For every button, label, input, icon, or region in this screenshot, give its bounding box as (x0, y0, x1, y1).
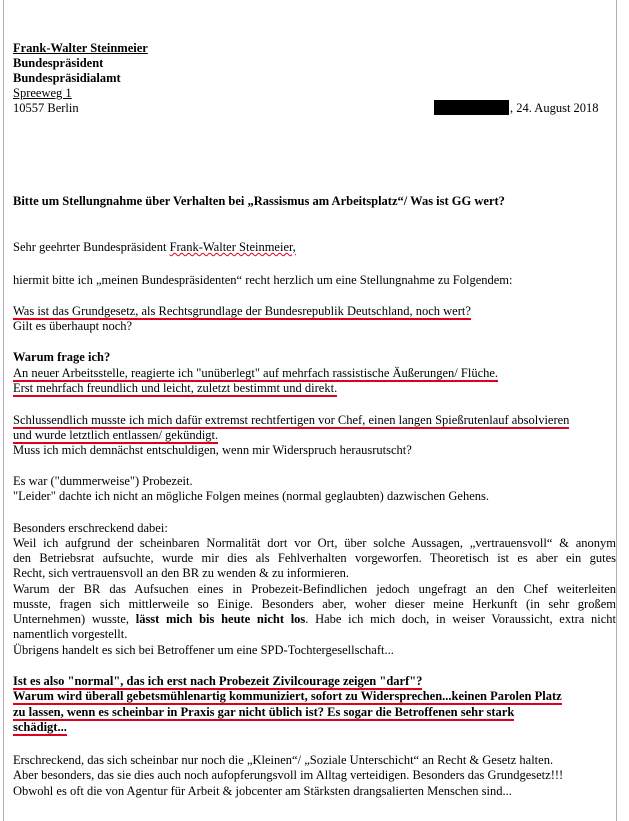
shock-line-6 (13, 612, 616, 626)
salutation-name: Frank-Walter Steinmeier, (169, 240, 296, 254)
end-line-2 (13, 428, 218, 442)
civil-text-1: Ist es also "normal", das ich erst nach Probezeit Zivilcourage zeigen "darf"? (13, 674, 423, 688)
closing-line-2: Aber besonders, das sie dies auch noch aufopferungsvoll im Alltag verteidigen. Besonders das Grundgesetz!!! (13, 768, 564, 782)
shock-line-7: namentlich vorgestellt. (13, 627, 128, 641)
why-text-2: Erst mehrfach freundlich und leicht, zuletzt bestimmt und direkt. (13, 381, 338, 395)
shock-line-8: Übrigens handelt es sich bei Betroffener um eine SPD-Tochtergesellschaft... (13, 643, 394, 657)
page-left-edge (3, 0, 4, 821)
shock-line-3: Recht, sich vertrauensvoll an den BR zu wenden & zu informieren. (13, 566, 350, 580)
civil-text-2: Warum wird überall gebetsmühlenartig kommuniziert, sofort zu Widersprechen...keinen Parolen Platz (13, 689, 562, 703)
shock-line-6-start: Unternehmen) wusste, (13, 612, 136, 626)
end-line-1 (13, 413, 569, 427)
shock-line-4: Warum der BR das Aufsuchen eines in Probezeit-Befindlichen jedoch ungefragt an den Chef weiterleiten (13, 582, 616, 596)
civil-line-4 (13, 720, 67, 734)
why-line-1 (13, 366, 498, 380)
shock-heading: Besonders erschreckend dabei: (13, 521, 168, 535)
letter-date: , 24. August 2018 (510, 101, 599, 115)
question-line-2: Gilt es überhaupt noch? (13, 319, 133, 333)
shock-line-2: den Betriebsrat aufsuchte, wurde mir dies als Fehlverhalten vorgeworfen. Theoretisch ist es aber ein gutes (13, 551, 616, 565)
end-text-2: und wurde letztlich entlassen/ gekündigt. (13, 428, 219, 442)
shock-bold-phrase: lässt mich bis heute nicht los (135, 612, 306, 626)
shock-line-6-end: . Habe ich mich doch, in weiser Voraussicht, extra nicht (305, 612, 616, 626)
recipient-office: Bundespräsidialamt (13, 71, 121, 85)
salutation (13, 240, 296, 254)
end-line-3: Muss ich mich demnächst entschuldigen, wenn mir Widerspruch herausrutscht? (13, 443, 412, 457)
why-line-2 (13, 381, 337, 395)
closing-line-1: Erschreckend, das sich scheinbar nur noch die „Kleinen“/ „Soziale Unterschicht“ an Recht & Gesetz halten. (13, 753, 554, 767)
closing-line-3: Obwohl es oft die von Agentur für Arbeit & jobcenter am Stärksten drangsalierten Menschen sind... (13, 784, 512, 798)
subject-line: Bitte um Stellungnahme über Verhalten bei „Rassismus am Arbeitsplatz“/ Was ist GG wert? (13, 194, 505, 208)
why-text-1: An neuer Arbeitsstelle, reagierte ich "unüberlegt" auf mehrfach rassistische Äußerungen/ Flüche. (13, 366, 499, 380)
civil-text-4: schädigt... (13, 720, 67, 734)
redaction-box (434, 100, 509, 115)
salutation-prefix: Sehr geehrter Bundespräsident (13, 240, 170, 254)
civil-text-3: zu lassen, wenn es scheinbar in Praxis gar nicht üblich ist? Es sogar die Betroffenen sehr stark (13, 705, 515, 719)
question-text-1: Was ist das Grundgesetz, als Rechtsgrundlage der Bundesrepublik Deutschland, noch wert? (13, 304, 471, 318)
end-text-1: Schlussendlich musste ich mich dafür extremst rechtfertigen vor Chef, einen langen Spießrutenlauf absolvieren (13, 413, 570, 427)
recipient-title: Bundespräsident (13, 56, 104, 70)
recipient-name: Frank-Walter Steinmeier (13, 41, 148, 55)
recipient-street: Spreeweg 1 (13, 86, 72, 100)
civil-line-1 (13, 674, 422, 688)
probe-line-1: Es war ("dummerweise") Probezeit. (13, 474, 193, 488)
recipient-city: 10557 Berlin (13, 101, 79, 115)
shock-line-1: Weil ich aufgrund der scheinbaren Normalität dort vor Ort, über solche Aussagen, „vertrauensvoll“ & anonym (13, 536, 616, 550)
probe-line-2: "Leider" dachte ich nicht an mögliche Folgen meines (normal geglaubten) dazwischen Gehens. (13, 489, 490, 503)
intro-paragraph: hiermit bitte ich „meinen Bundespräsidenten“ recht herzlich um eine Stellungnahme zu Folgendem: (13, 273, 513, 287)
question-line-1 (13, 304, 471, 318)
why-heading: Warum frage ich? (13, 350, 111, 364)
page-right-edge (616, 0, 617, 821)
shock-line-5: musste, fragen sich mittlerweile so Einige. Besonders aber, woher dieser meine Herkunft (in sehr großem (13, 597, 616, 611)
civil-line-3 (13, 705, 514, 719)
civil-line-2 (13, 689, 562, 703)
